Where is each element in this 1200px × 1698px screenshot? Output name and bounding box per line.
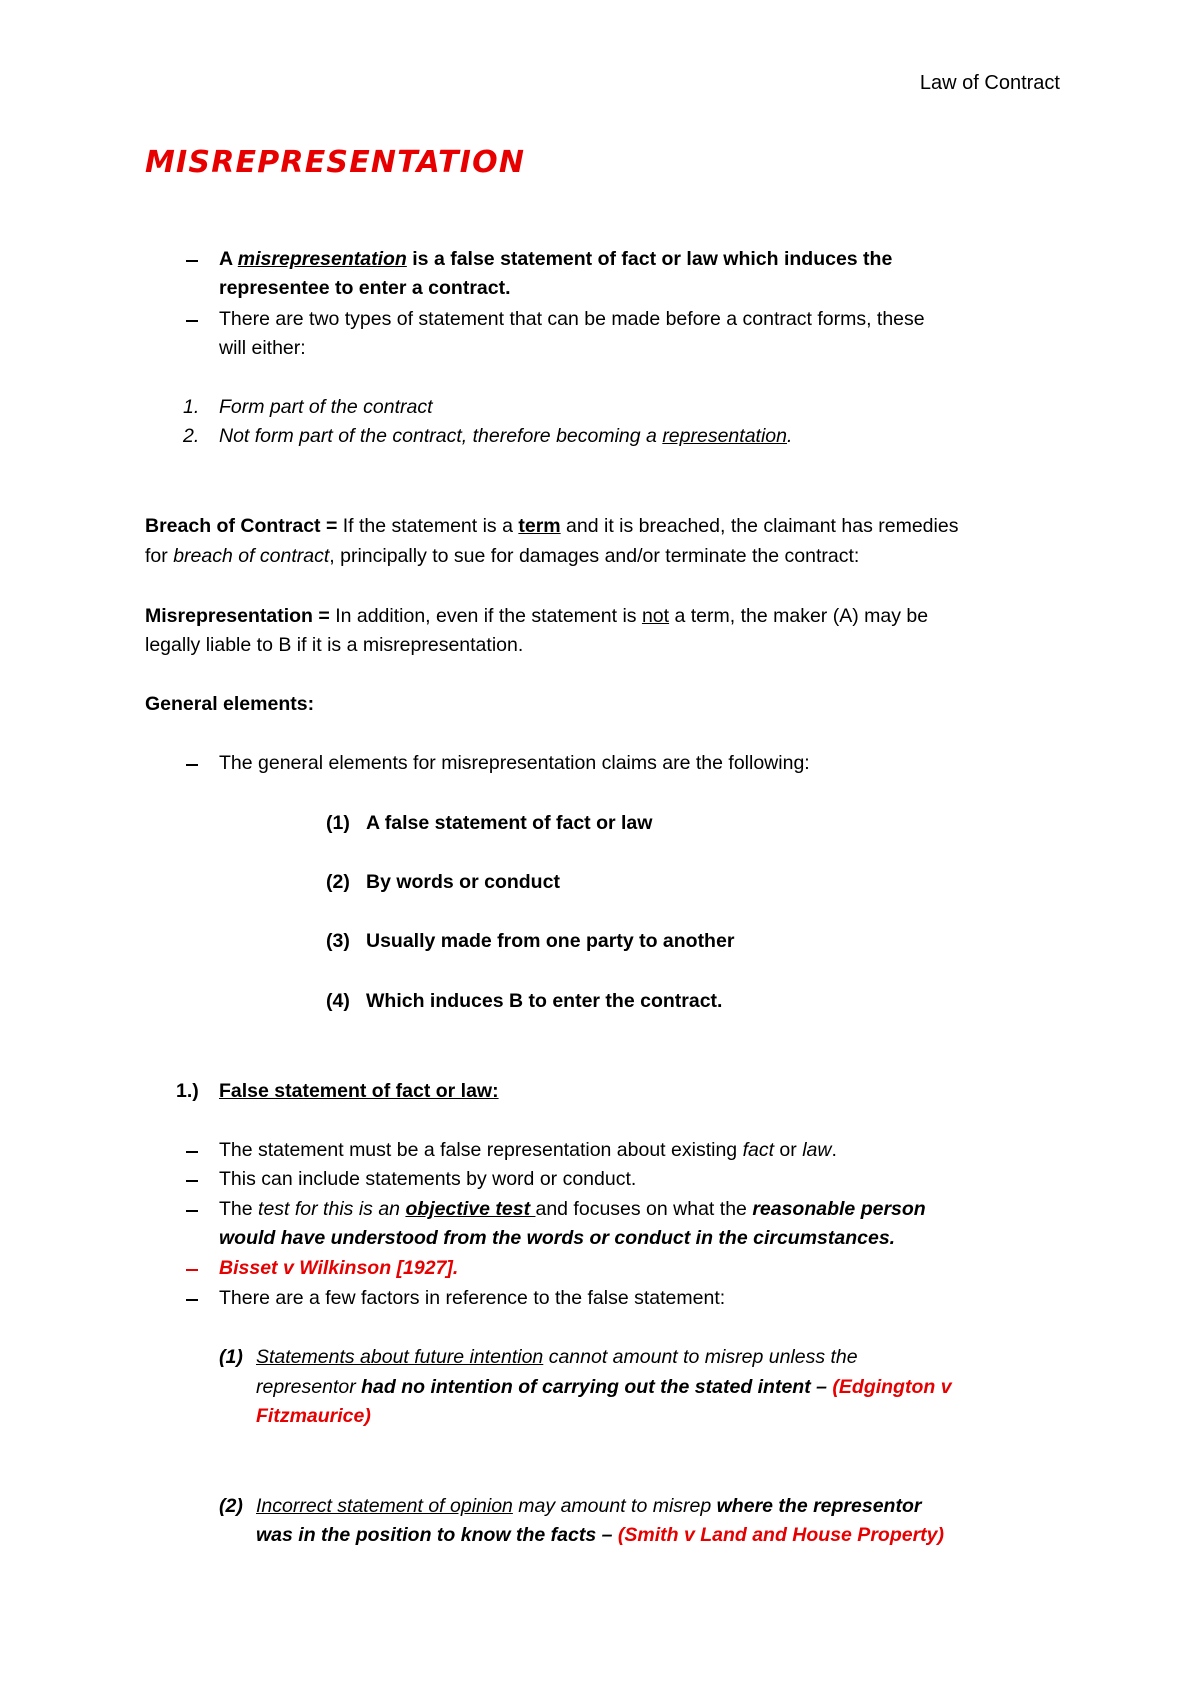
- objective-test-term: objective test: [405, 1198, 536, 1220]
- element-num: (2): [326, 871, 350, 893]
- bullet-dash: [186, 1299, 198, 1301]
- section-number: 1.): [176, 1080, 199, 1102]
- misrep-paragraph-line-1: Misrepresentation = In addition, even if the statement is not a term, the maker (A) may be: [145, 605, 929, 627]
- section-heading: False statement of fact or law:: [219, 1080, 499, 1102]
- bullet-dash: [186, 1151, 198, 1153]
- section1-bullet-1: The statement must be a false representation about existing fact or law.: [219, 1139, 837, 1161]
- case-citation: (Edgington v: [832, 1376, 952, 1398]
- factor-2-line-2: was in the position to know the facts – (Smith v Land and House Property): [256, 1524, 944, 1546]
- bullet-dash: [186, 320, 198, 322]
- numbered-item-2: Not form part of the contract, therefore becoming a representation.: [219, 425, 793, 447]
- section1-bullet-2: This can include statements by word or conduct.: [219, 1168, 637, 1190]
- case-citation: Bisset v Wilkinson [1927].: [219, 1257, 459, 1279]
- breach-label: Breach of Contract =: [145, 515, 343, 537]
- numbered-item-marker: 2.: [183, 425, 200, 447]
- breach-paragraph-line-1: Breach of Contract = If the statement is a term and it is breached, the claimant has remedies: [145, 515, 959, 537]
- element-num: (4): [326, 990, 350, 1012]
- factor-1-line-2: representor had no intention of carrying out the stated intent – (Edgington v: [256, 1376, 952, 1398]
- intro-bullet-1-cont: representee to enter a contract.: [219, 277, 511, 299]
- page-title: MISREPRESENTATION: [145, 145, 526, 180]
- running-header: Law of Contract: [919, 72, 1060, 94]
- misrep-paragraph-line-2: legally liable to B if it is a misrepresentation.: [145, 634, 524, 656]
- case-citation: (Smith v Land and House Property): [617, 1524, 944, 1546]
- intro-bullet-1: A misrepresentation is a false statement of fact or law which induces the: [219, 248, 893, 270]
- general-elements-bullet: The general elements for misrepresentation claims are the following:: [219, 752, 810, 774]
- bullet-dash: [186, 1180, 198, 1182]
- factor-2-line-1: Incorrect statement of opinion may amount to misrep where the representor: [256, 1495, 922, 1517]
- bullet-dash: [186, 260, 198, 262]
- section1-bullet-3: The test for this is an objective test and focuses on what the reasonable person: [219, 1198, 926, 1220]
- section1-bullet-3-cont: would have understood from the words or conduct in the circumstances.: [219, 1227, 896, 1249]
- element-text: Which induces B to enter the contract.: [366, 990, 723, 1012]
- representation-term: representation: [662, 425, 787, 447]
- bullet-dash: [186, 1210, 198, 1212]
- factor-num: (1): [219, 1346, 243, 1368]
- section1-bullet-5: There are a few factors in reference to the false statement:: [219, 1287, 726, 1309]
- misrepresentation-term: misrepresentation: [237, 248, 407, 270]
- general-elements-heading: General elements:: [145, 693, 315, 715]
- element-text: By words or conduct: [366, 871, 560, 893]
- misrep-label: Misrepresentation =: [145, 605, 336, 627]
- bullet-dash: [186, 1269, 198, 1271]
- element-num: (1): [326, 812, 350, 834]
- numbered-item-1: Form part of the contract: [219, 396, 433, 418]
- case-citation: Fitzmaurice): [256, 1405, 371, 1427]
- intro-bullet-2: There are two types of statement that can be made before a contract forms, these: [219, 308, 925, 330]
- term-word: term: [518, 515, 561, 537]
- factor-1-line-1: Statements about future intention cannot amount to misrep unless the: [256, 1346, 858, 1368]
- element-text: Usually made from one party to another: [366, 930, 735, 952]
- intro-bullet-2-cont: will either:: [219, 337, 306, 359]
- element-num: (3): [326, 930, 350, 952]
- bullet-dash: [186, 764, 198, 766]
- numbered-item-marker: 1.: [183, 396, 200, 418]
- breach-paragraph-line-2: for breach of contract, principally to sue for damages and/or terminate the contract:: [145, 545, 860, 567]
- not-word: not: [641, 605, 670, 627]
- factor-num: (2): [219, 1495, 243, 1517]
- element-text: A false statement of fact or law: [366, 812, 653, 834]
